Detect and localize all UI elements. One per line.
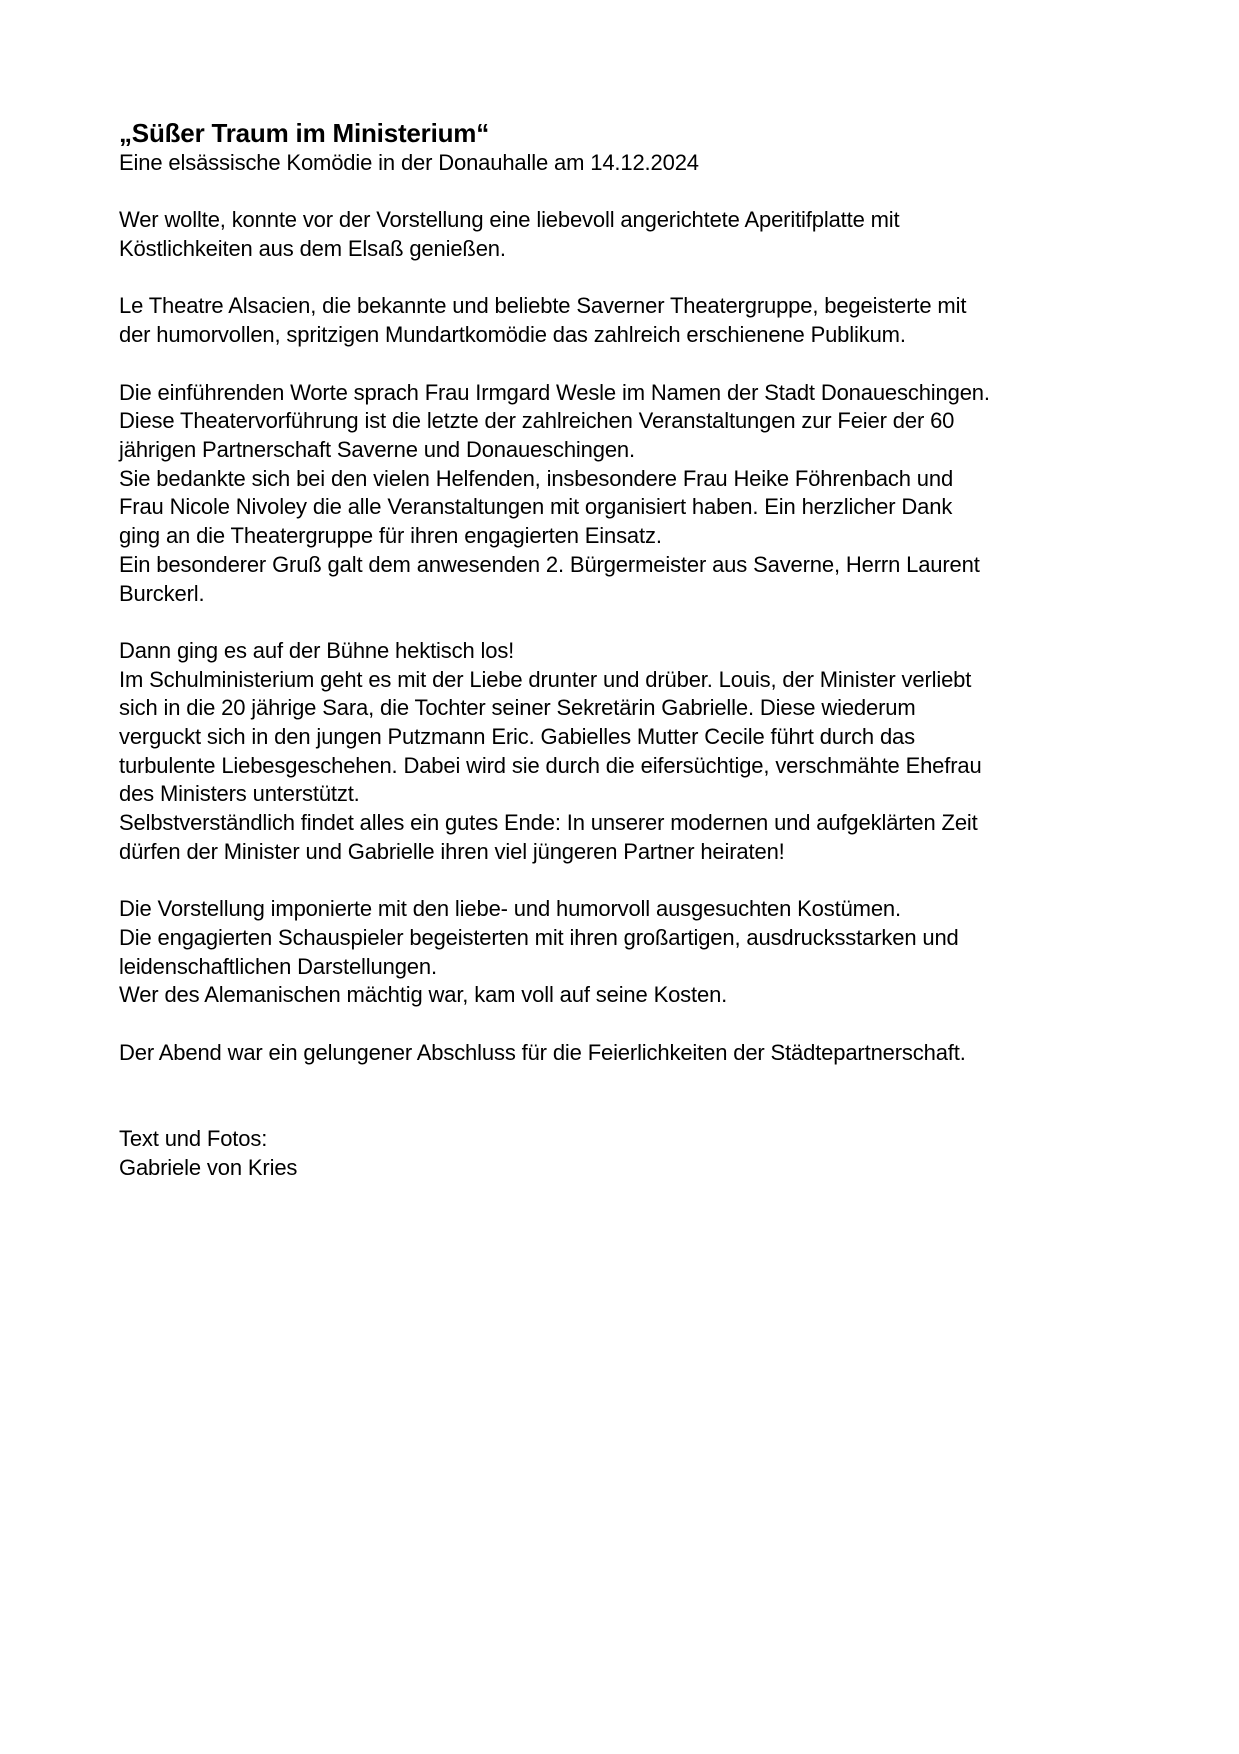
spacer — [119, 264, 1129, 293]
spacer — [119, 350, 1129, 379]
text-line: jährigen Partnerschaft Saverne und Donaueschingen. — [119, 436, 635, 462]
text-line: des Ministers unterstützt. — [119, 781, 360, 807]
text-line: Wer des Alemanischen mächtig war, kam voll auf seine Kosten. — [119, 982, 728, 1008]
spacer — [119, 1067, 1129, 1124]
credit-block — [119, 1125, 1129, 1182]
text-line: Im Schulministerium geht es mit der Liebe drunter und drüber. Louis, der Minister verliebt — [119, 666, 972, 692]
spacer — [119, 867, 1129, 896]
text-line: Selbstverständlich findet alles ein gutes Ende: In unserer modernen und aufgeklärten Zeit — [119, 810, 978, 836]
text-line: Die einführenden Worte sprach Frau Irmgard Wesle im Namen der Stadt Donaueschingen. — [119, 379, 990, 405]
document-page — [119, 118, 1129, 1182]
text-line: Die Vorstellung imponierte mit den liebe- und humorvoll ausgesuchten Kostümen. — [119, 896, 901, 922]
text-line: Le Theatre Alsacien, die bekannte und beliebte Saverner Theatergruppe, begeisterte mit — [119, 293, 967, 319]
text-line: Der Abend war ein gelungener Abschluss für die Feierlichkeiten der Städtepartnerschaft. — [119, 1039, 966, 1065]
text-line: Sie bedankte sich bei den vielen Helfenden, insbesondere Frau Heike Föhrenbach und — [119, 465, 954, 491]
text-line: Burckerl. — [119, 580, 205, 606]
spacer — [119, 608, 1129, 637]
text-line: dürfen der Minister und Gabrielle ihren viel jüngeren Partner heiraten! — [119, 838, 785, 864]
text-line: verguckt sich in den jungen Putzmann Eric. Gabielles Mutter Cecile führt durch das — [119, 724, 915, 749]
text-line: Köstlichkeiten aus dem Elsaß genießen. — [119, 236, 506, 262]
text-line: Ein besonderer Gruß galt dem anwesenden 2. Bürgermeister aus Saverne, Herrn Laurent — [119, 551, 980, 577]
text-line: leidenschaftlichen Darstellungen. — [119, 953, 437, 979]
paragraph-aperitif — [119, 206, 1129, 263]
text-line: Diese Theatervorführung ist die letzte der zahlreichen Veranstaltungen zur Feier der 60 — [119, 408, 955, 434]
paragraph-conclusion — [119, 1039, 1129, 1068]
credit-label: Text und Fotos: — [119, 1125, 268, 1151]
credit-author: Gabriele von Kries — [119, 1154, 298, 1180]
text-line: Wer wollte, konnte vor der Vorstellung eine liebevoll angerichtete Aperitifplatte mit — [119, 207, 900, 233]
paragraph-theatre-group — [119, 292, 1129, 349]
text-line: turbulente Liebesgeschehen. Dabei wird sie durch die eifersüchtige, verschmähte Ehefrau — [119, 752, 982, 778]
text-line: der humorvollen, spritzigen Mundartkomödie das zahlreich erschienene Publikum. — [119, 322, 906, 348]
text-line: sich in die 20 jährige Sara, die Tochter seiner Sekretärin Gabrielle. Diese wiederum — [119, 695, 916, 721]
document-subtitle: Eine elsässische Komödie in der Donauhalle am 14.12.2024 — [119, 150, 699, 175]
paragraph-plot — [119, 637, 1129, 867]
spacer — [119, 1010, 1129, 1039]
text-line: ging an die Theatergruppe für ihren engagierten Einsatz. — [119, 523, 662, 549]
text-line: Frau Nicole Nivoley die alle Veranstaltungen mit organisiert haben. Ein herzlicher Dank — [119, 494, 953, 520]
text-line: Die engagierten Schauspieler begeisterten mit ihren großartigen, ausdrucksstarken und — [119, 924, 959, 950]
document-title: „Süßer Traum im Ministerium“ — [119, 118, 490, 148]
paragraph-performance — [119, 895, 1129, 1010]
paragraph-introduction — [119, 379, 1129, 609]
spacer — [119, 178, 1129, 207]
text-line: Dann ging es auf der Bühne hektisch los! — [119, 637, 515, 663]
